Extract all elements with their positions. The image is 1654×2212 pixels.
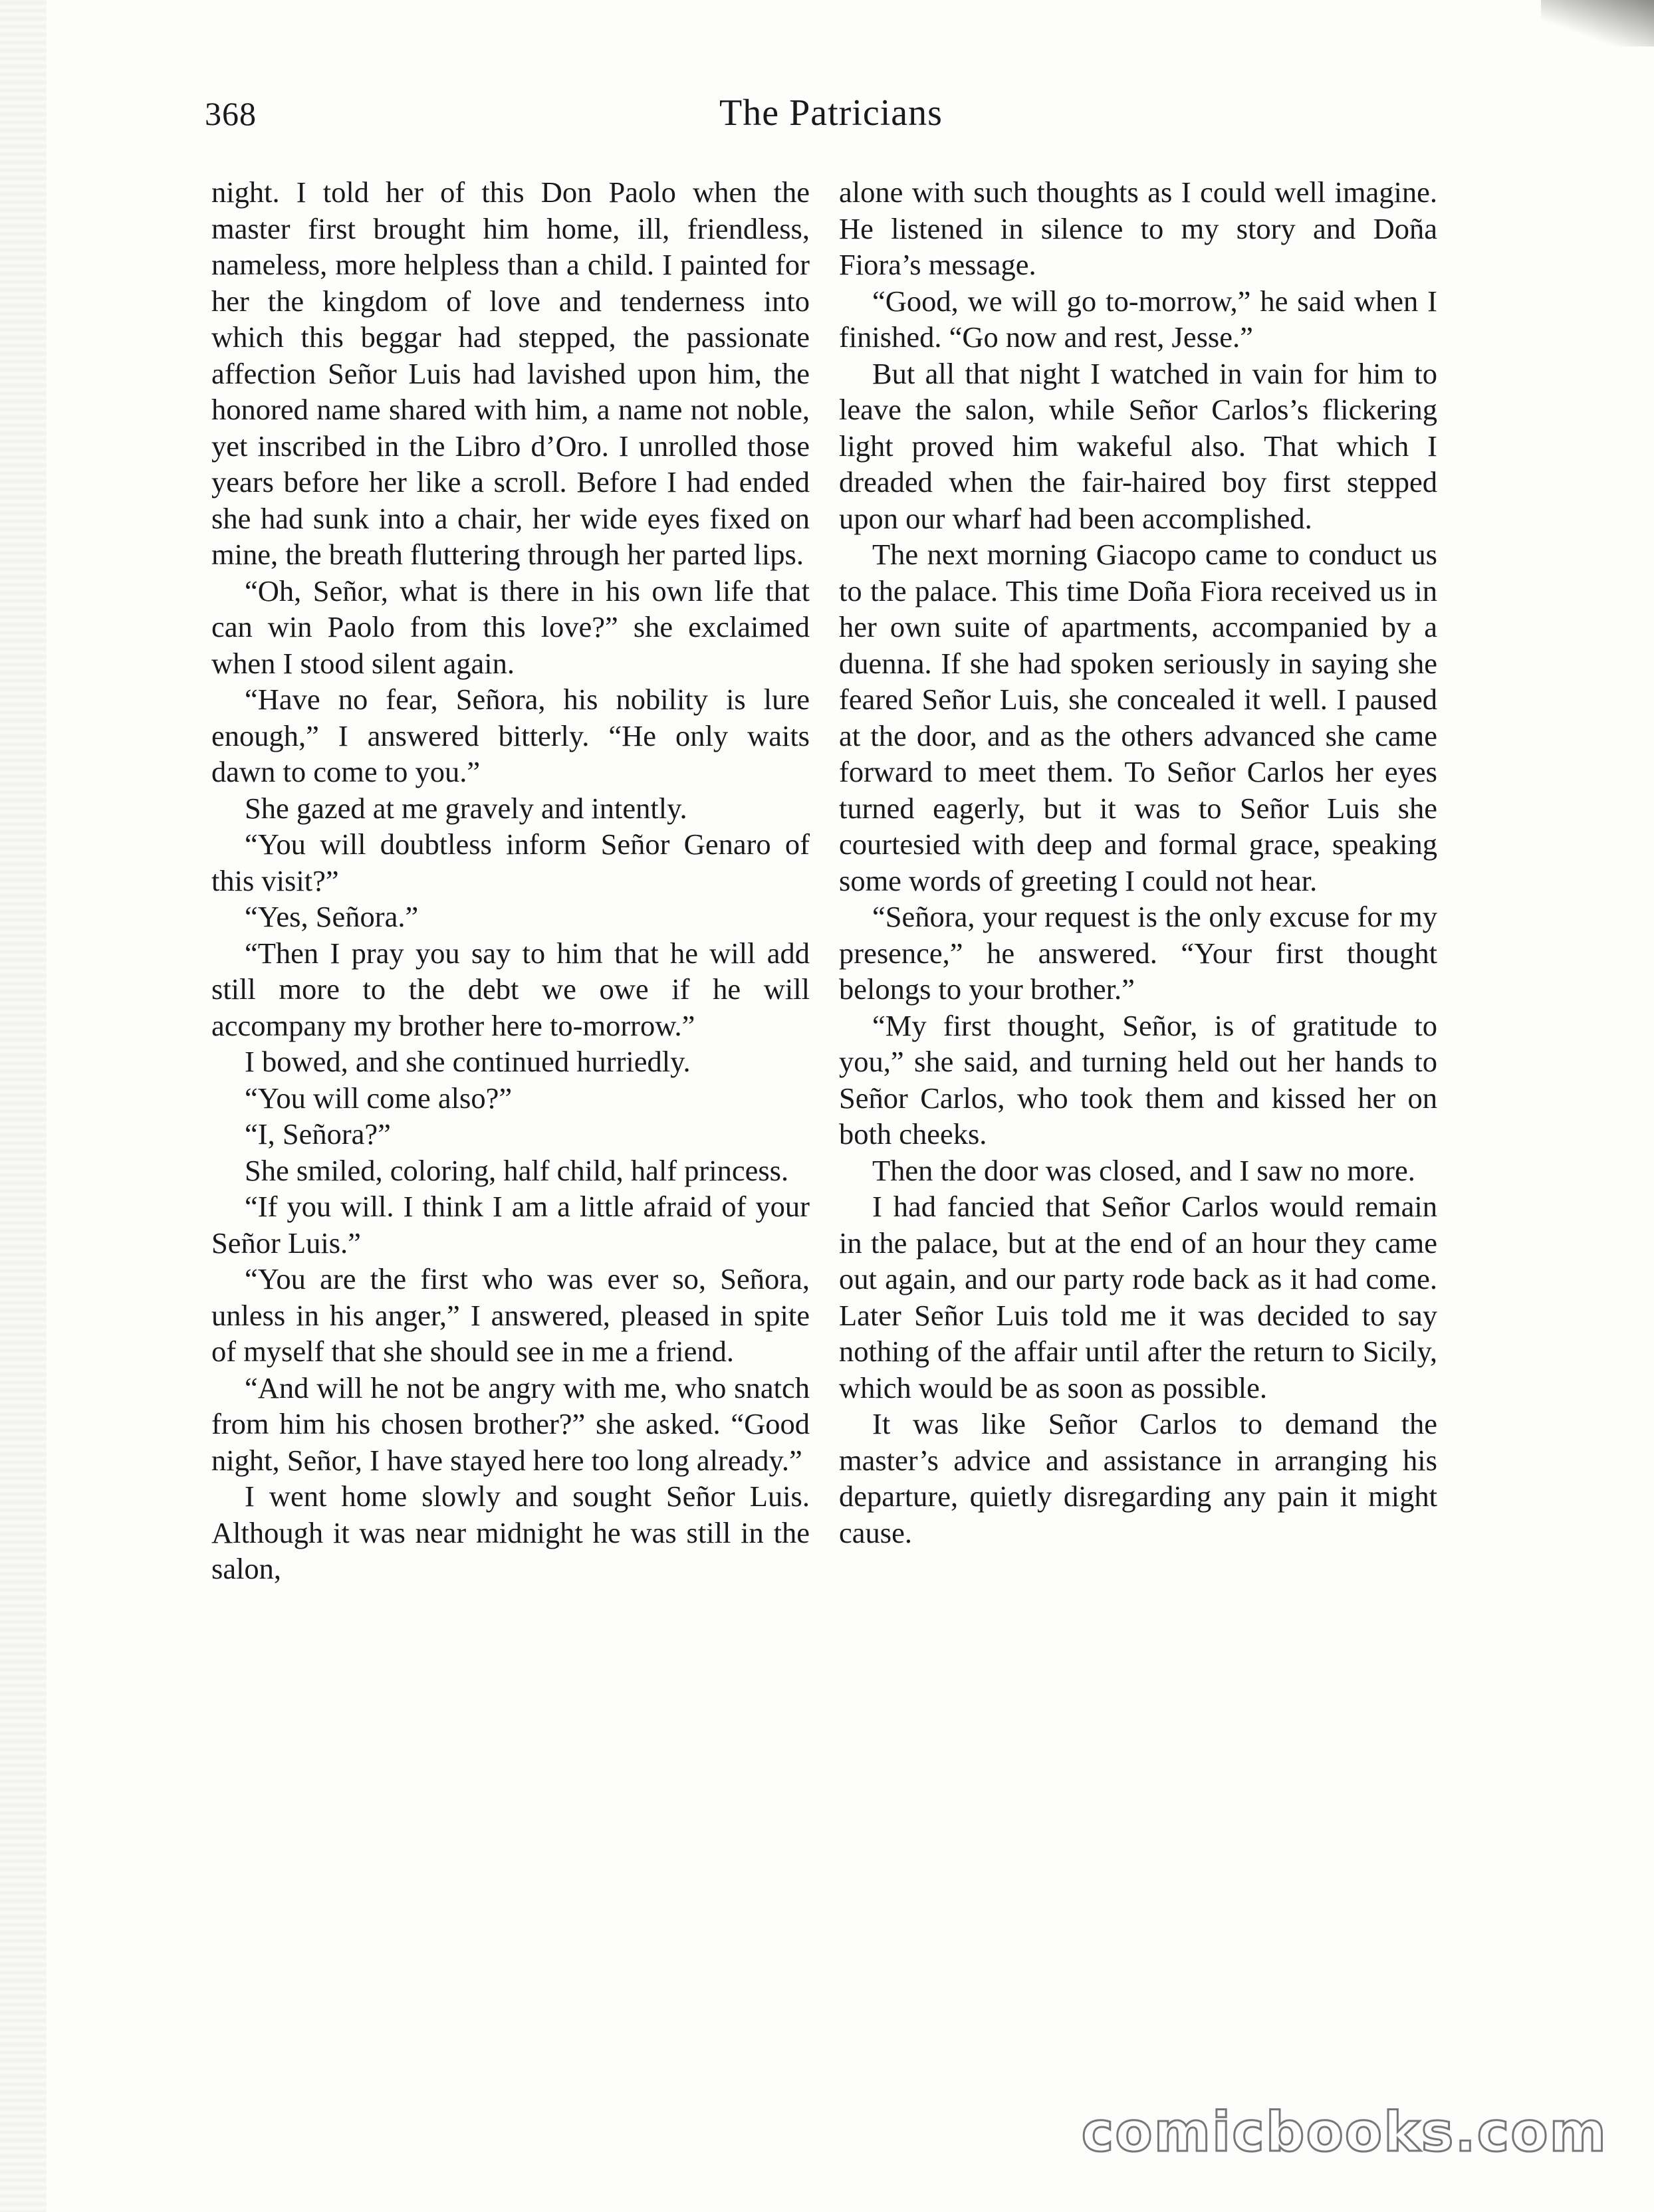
paragraph: “Have no fear, Señora, his nobility is lure enough,” I answered bitterly. “He only waits dawn to come to you.” <box>211 683 810 788</box>
paragraph: night. I told her of this Don Paolo when the master first brought him home, ill, friendless, nameless, more helpless than a child. I painted for her the kingdom of love and tenderness into which this beggar had stepped, the passionate affection Señor Luis had lavished upon him, the honored name shared with him, a name not noble, yet inscribed in the Libro d’Oro. I unrolled those years before her like a scroll. Before I had ended she had sunk into a chair, her wide eyes fixed on mine, the breath fluttering through her parted lips. <box>211 175 810 571</box>
paragraph: I bowed, and she continued hurriedly. <box>245 1045 691 1078</box>
paragraph: I had fancied that Señor Carlos would remain in the palace, but at the end of an hour they came out again, and our party rode back as it had come. Later Señor Luis told me it was decided to say nothing of the affair until after the return to Sicily, which would be as soon as possible. <box>839 1190 1437 1404</box>
paragraph: It was like Señor Carlos to demand the master’s advice and assistance in arranging his departure, quietly disregarding any pain it might cause. <box>839 1407 1437 1549</box>
paragraph: “You will doubtless inform Señor Genaro of this visit?” <box>211 828 810 897</box>
paragraph: “Oh, Señor, what is there in his own life that can win Paolo from this love?” she exclaimed when I stood silent again. <box>211 574 810 680</box>
paragraph: The next morning Giacopo came to conduct us to the palace. This time Doña Fiora received us in her own suite of apartments, accompanied by a duenna. If she had spoken seriously in saying she feared Señor Luis, she concealed it well. I paused at the door, and as the others advanced she came forward to meet them. To Señor Carlos her eyes turned eagerly, but it was to Señor Luis she courtesied with deep and formal grace, speaking some words of greeting I could not hear. <box>839 538 1437 897</box>
paragraph: I went home slowly and sought Señor Luis. Although it was near midnight he was still in the salon, <box>211 1480 810 1585</box>
paragraph: “You are the first who was ever so, Señora, unless in his anger,” I answered, pleased in spite of myself that she should see in me a friend. <box>211 1262 810 1368</box>
page-number: 368 <box>205 95 257 132</box>
paragraph: “My first thought, Señor, is of gratitude to you,” she said, and turning held out her hands to Señor Carlos, who took them and kissed her on both cheeks. <box>839 1008 1437 1151</box>
scan-corner-shadow <box>1541 0 1654 47</box>
right-text-column <box>839 174 1437 1551</box>
scan-edge-shadow <box>0 0 47 2212</box>
paragraph: “Then I pray you say to him that he will add still more to the debt we owe if he will accompany my brother here to-morrow.” <box>211 936 810 1042</box>
paragraph: “Good, we will go to-morrow,” he said when I finished. “Go now and rest, Jesse.” <box>839 284 1437 354</box>
paragraph: “You will come also?” <box>245 1081 513 1115</box>
watermark-logo: comicbooks.com <box>1081 2101 1607 2164</box>
paragraph: “Yes, Señora.” <box>245 900 419 933</box>
page-header <box>199 88 1463 141</box>
paragraph: She gazed at me gravely and intently. <box>245 791 687 825</box>
left-text-column <box>211 174 810 1587</box>
paragraph: “Señora, your request is the only excuse for my presence,” he answered. “Your first thought belongs to your brother.” <box>839 900 1437 1006</box>
paragraph: alone with such thoughts as I could well imagine. He listened in silence to my story and Doña Fiora’s message. <box>839 175 1437 281</box>
paragraph: She smiled, coloring, half child, half princess. <box>245 1153 789 1187</box>
paragraph: Then the door was closed, and I saw no more. <box>872 1153 1415 1187</box>
paragraph: But all that night I watched in vain for him to leave the salon, while Señor Carlos’s flickering light proved him wakeful also. That which I dreaded when the fair-haired boy first stepped upon our wharf had been accomplished. <box>839 356 1437 535</box>
paragraph: “And will he not be angry with me, who snatch from him his chosen brother?” she asked. “Good night, Señor, I have stayed here too long already.” <box>211 1371 810 1477</box>
paragraph: “If you will. I think I am a little afraid of your Señor Luis.” <box>211 1190 810 1260</box>
running-title: The Patricians <box>719 92 943 134</box>
paragraph: “I, Señora?” <box>245 1117 391 1151</box>
